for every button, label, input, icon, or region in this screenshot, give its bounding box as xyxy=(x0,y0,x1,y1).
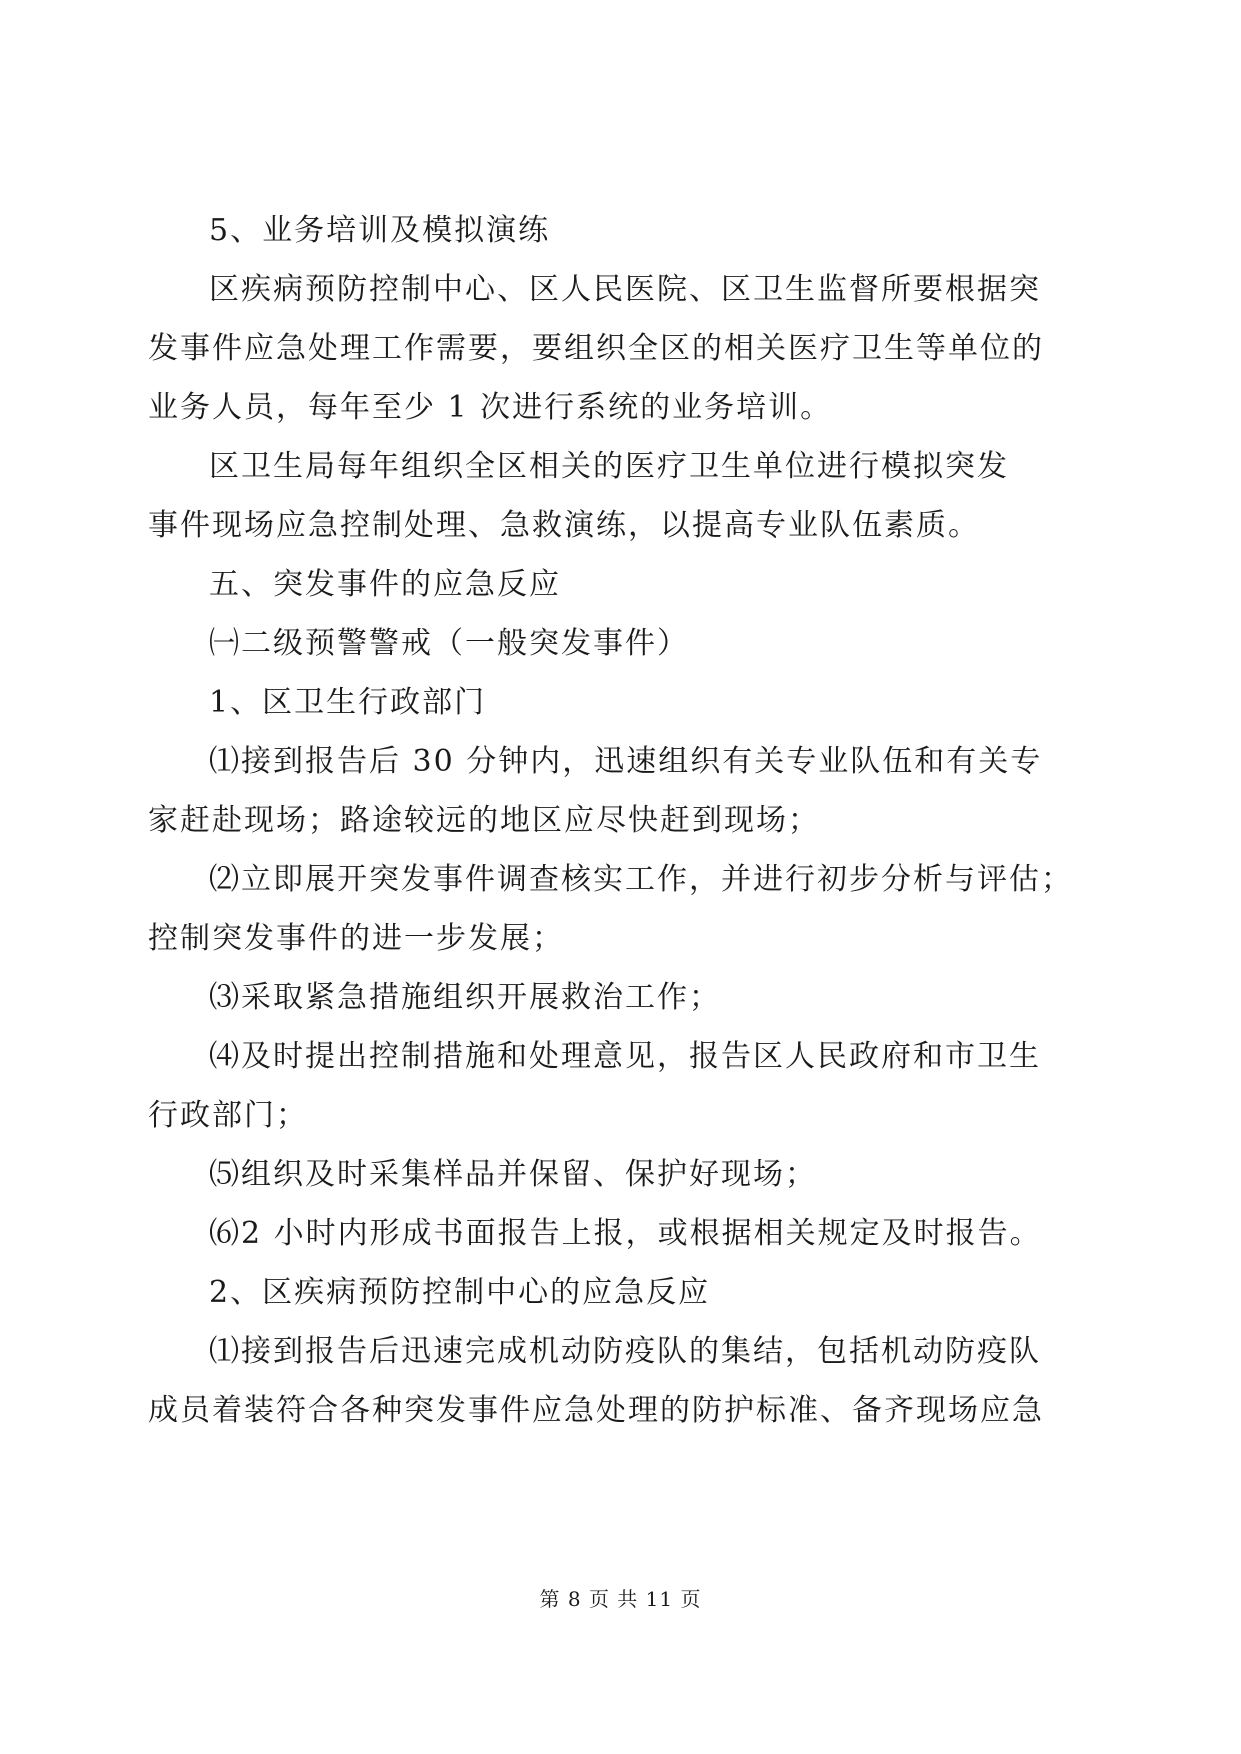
page-number-footer: 第 8 页 共 11 页 xyxy=(539,1587,702,1611)
section-heading: 5、业务培训及模拟演练 xyxy=(209,213,551,248)
section-heading: 五、突发事件的应急反应 xyxy=(209,567,561,602)
subsection-heading: 2、区疾病预防控制中心的应急反应 xyxy=(209,1275,711,1310)
paragraph-line: 业务人员，每年至少 1 次进行系统的业务培训。 xyxy=(148,390,833,425)
paragraph-line: 事件现场应急控制处理、急救演练，以提高专业队伍素质。 xyxy=(148,508,980,543)
subsection-heading: ㈠二级预警警戒（一般突发事件） xyxy=(209,626,689,661)
subsection-heading: 1、区卫生行政部门 xyxy=(209,685,487,720)
list-item-line: ⑸组织及时采集样品并保留、保护好现场； xyxy=(209,1157,817,1192)
paragraph-line: 区卫生局每年组织全区相关的医疗卫生单位进行模拟突发 xyxy=(209,449,1009,484)
paragraph-line: 发事件应急处理工作需要，要组织全区的相关医疗卫生等单位的 xyxy=(148,331,1044,366)
list-item-line: 成员着装符合各种突发事件应急处理的防护标准、备齐现场应急 xyxy=(148,1393,1044,1428)
list-item-line: 控制突发事件的进一步发展； xyxy=(148,921,564,956)
list-item-line: ⑷及时提出控制措施和处理意见，报告区人民政府和市卫生 xyxy=(209,1039,1041,1074)
list-item-line: ⑶采取紧急措施组织开展救治工作； xyxy=(209,980,721,1015)
list-item-line: ⑴接到报告后 30 分钟内，迅速组织有关专业队伍和有关专 xyxy=(209,744,1043,779)
list-item-line: ⑴接到报告后迅速完成机动防疫队的集结，包括机动防疫队 xyxy=(209,1334,1041,1369)
list-item-line: ⑹2 小时内形成书面报告上报，或根据相关规定及时报告。 xyxy=(209,1216,1042,1251)
paragraph-line: 区疾病预防控制中心、区人民医院、区卫生监督所要根据突 xyxy=(209,272,1041,307)
list-item-line: ⑵立即展开突发事件调查核实工作，并进行初步分析与评估； xyxy=(209,862,1073,897)
list-item-line: 家赶赴现场；路途较远的地区应尽快赶到现场； xyxy=(148,803,820,838)
list-item-line: 行政部门； xyxy=(148,1098,308,1133)
